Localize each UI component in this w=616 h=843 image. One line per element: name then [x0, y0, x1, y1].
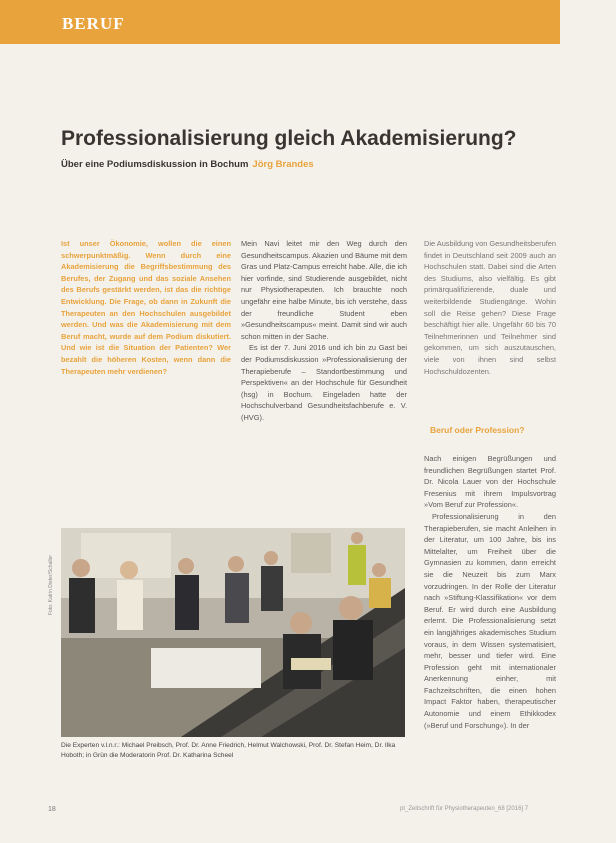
podium-photo — [61, 528, 405, 737]
paragraph: Professionalisierung in den Therapieberufen, sie macht Anleihen in der Literatur, um 100 Jahre, bis ins Mittelalter, um Freiheit über die Gymnasien zu kommen, dann erreicht sie die Neuzeit bis zum Marx vorzudringen. In der Rolle der Literatur nach »Stiftung-Klassifikation« vor dem Beruf. Er wird durch eine Ausbildung erlernt. Die Professionalisierung setzt ein langjähriges akademisches Studium voraus, in dem Wissen systematisiert, mehr, besser und tiefer wird. Eine Profession geht mit internationaler Anerkennung einher, mit Fachzeitschriften, die einen hohen Impact Faktor haben, therapeutischer Autonomie und einem Ethikkodex (»Beruf und Forschung«). In der — [424, 511, 556, 730]
podium-photo-illustration — [61, 528, 405, 737]
column-3-continued — [424, 453, 556, 731]
photo-credit: Foto: Katrin Dieter/Schaller — [48, 554, 54, 615]
paragraph: Nach einigen Begrüßungen und freundlichen Begrüßungen startet Prof. Dr. Nicola Lauer von der Hochschule Fresenius mit ihrem Impulsvortrag »Vom Beruf zur Profession«. — [424, 454, 556, 510]
photo-caption: Die Experten v.l.n.r.: Michael Preibsch, Prof. Dr. Anne Friedrich, Helmut Walchowski, Prof. Dr. Stefan Heim, Dr. Ilka Hoboth; in Grün die Moderatorin Prof. Dr. Katharina Scheel — [61, 742, 396, 759]
section-banner — [0, 0, 560, 44]
journal-footer: pt_Zeitschrift für Physiotherapeuten_68 [2016] 7 — [400, 806, 529, 812]
paragraph: Es ist der 7. Juni 2016 und ich bin zu Gast bei der Podiumsdiskussion »Professionalisierung der Therapieberufe – Standortbestimmung und Perspektiven« an der Hochschule für Gesundheit (hsg) in Bochum. Eingeladen hatte der Hochschulverband Gesundheitsfachberufe e. V. (HVG). — [241, 343, 407, 422]
subtitle-text: Über eine Podiumsdiskussion in Bochum — [61, 159, 249, 170]
lead-paragraph: Ist unser Ökonomie, wollen die einen schwerpunktmäßig. Wenn durch eine Akademisierung die Begriffsbestimmung des Berufes, der Zugang und das soziale Ansehen des Berufs gestärkt werden, ist das die richtige Entwicklung. Die Frage, ob dann in Zukunft die Therapeuten an den Hochschulen ausgebildet werden. Und was die Akademisierung mit dem Beruf macht, wurde auf dem Podium diskutiert. Und wie ist die Situation der Patienten? Wer bezahlt die höheren Kosten, wenn dann die Therapeuten mehr verdienen? — [61, 239, 231, 376]
article-subtitle — [61, 159, 314, 170]
author-name: Jörg Brandes — [252, 159, 314, 170]
section-label: BERUF — [62, 14, 125, 33]
page-number: 18 — [48, 806, 56, 813]
column-3: Die Ausbildung von Gesundheitsberufen findet in Deutschland seit 2009 auch an Hochschulen statt. Dabei sind die Arten des Studiums, also vielfältig. Es gibt primärqualifizierende, duale und weiterbildende Studiengänge. Wohin soll die Reise gehen? Diese Frage beschäftigt hier alle. Ungefähr 60 bis 70 Teilnehmerinnen und Teilnehmer sind gekommen, um sich auszutauschen, viele von ihnen sind selbst Hochschuldozenten. — [424, 239, 556, 376]
column-2 — [241, 238, 407, 424]
subheading: Beruf oder Profession? — [430, 425, 525, 435]
article-title: Professionalisierung gleich Akademisierung? — [61, 127, 517, 150]
paragraph: Mein Navi leitet mir den Weg durch den Gesundheitscampus. Akazien und Bäume mit dem Gras und Platz-Campus erreicht habe. Alle, die ich hier vorfinde, sind Studierende ausgebildet, nicht nur Physiotherapeuten. Ich brauchte noch ungefähr eine halbe Minute, bis ich verstehe, dass der freundliche Student eben »Gesundheitscampus« meint. Damit sind wir auch schon mitten in der Sache. — [241, 239, 407, 341]
